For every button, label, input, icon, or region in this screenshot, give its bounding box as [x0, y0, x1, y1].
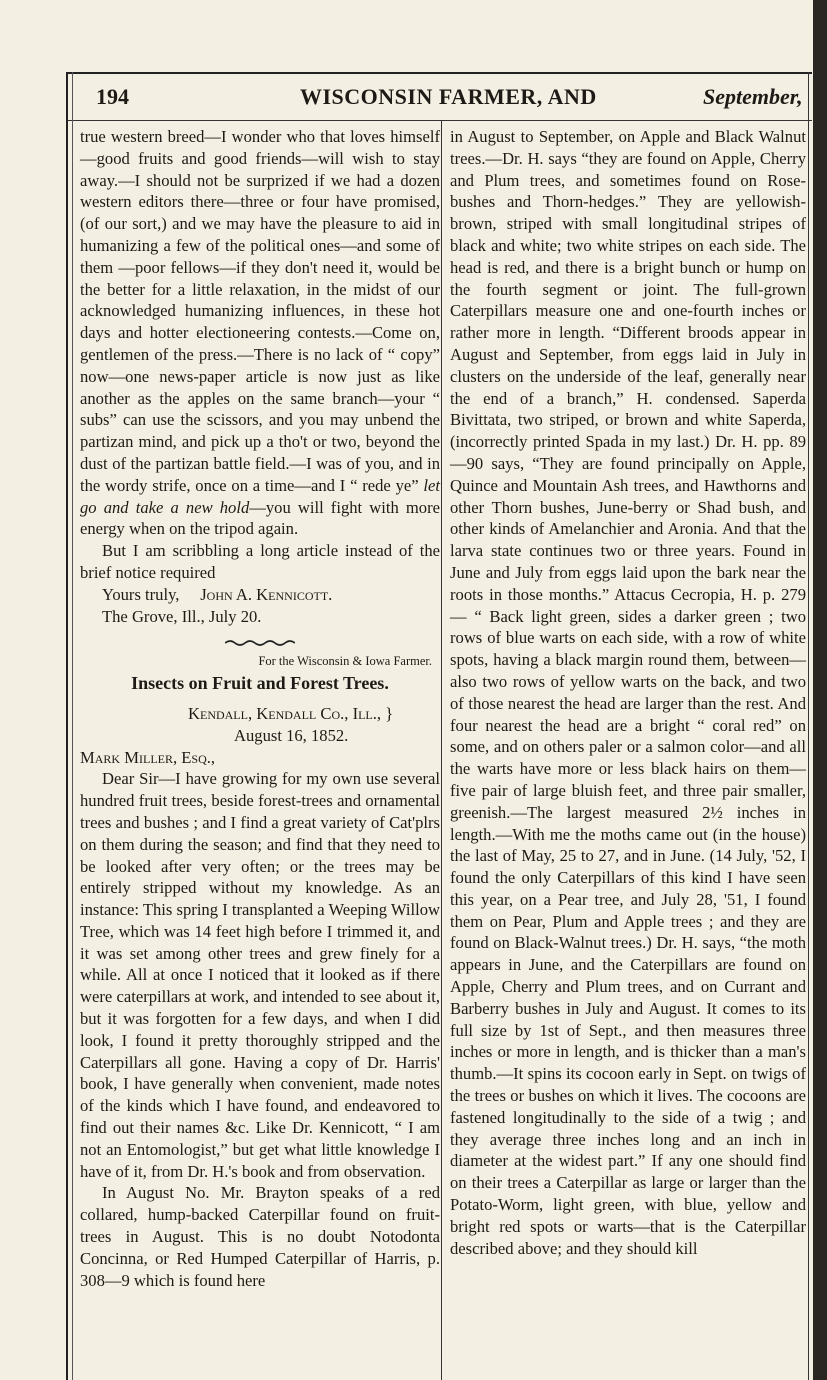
- top-border-rule: [66, 72, 812, 74]
- signer-name: John A. Kennicott.: [200, 584, 333, 604]
- running-month: September,: [703, 84, 803, 109]
- left-column-body: [80, 126, 440, 540]
- signature-line: [80, 584, 440, 606]
- right-border-rule: [808, 72, 809, 1380]
- ornamental-rule: [80, 631, 440, 653]
- letter-paragraph-2: In August No. Mr. Brayton speaks of a red collared, hump-backed Caterpillar found on fruit-trees in August. This is no doubt Notodonta Concinna, or Red Humped Caterpillar of Harris, p. 308—9 which is found here: [80, 1183, 440, 1290]
- sign-off: Yours truly,: [102, 584, 180, 604]
- left-body-italic: let go and take a new hold: [80, 475, 440, 517]
- page-number: 194: [96, 84, 129, 109]
- article-title: Insects on Fruit and Forest Trees.: [131, 673, 389, 694]
- wavy-rule-ornament: [225, 639, 295, 647]
- brace-icon: }: [385, 703, 394, 723]
- left-inner-rule: [72, 72, 73, 1380]
- running-title: WISCONSIN FARMER, AND: [300, 84, 597, 109]
- binding-shadow: [813, 0, 827, 1380]
- left-body-tail: —you will fight with more energy when on the tripod again.: [80, 497, 440, 539]
- right-column: [450, 126, 806, 1259]
- left-column: [80, 126, 440, 1291]
- column-divider-rule: [441, 120, 442, 1380]
- letter-paragraph-1: Dear Sir—I have growing for my own use several hundred fruit trees, beside forest-trees and ornamental trees and bushes ; and I find a great variety of Cat'plrs on them during the season; and find that they need to be looked after very often; or the trees may be entirely stripped without my knowledge. As an instance: This spring I transplanted a Weeping Willow Tree, which was 14 feet high before I trimmed it, and it was set among other trees and grew finely for a while. All at once I noticed that it looked as if there were caterpillars at work, and intended to see about it, but it was forgotten for a few days, and when I did look, I found it pretty thoroughly stripped and the Caterpillars all gone. Having a copy of Dr. Harris' book, I have generally when convenient, made notes of the kinds which I have found, and endeavored to find out their names &c. Like Dr. Kennicott, “ I am not an Entomologist,” but get what little knowledge I have of it, from Dr. H.'s book and from observation.: [80, 769, 440, 1181]
- left-border-rule: [66, 72, 68, 1380]
- right-column-body: in August to September, on Apple and Black Walnut trees.—Dr. H. says “they are found on Apple, Cherry and Plum trees, and sometimes found on Rose-bushes and Thorn-hedges.” They are yellowish-brown, striped with small longitudinal stripes of black and white; two white stripes on each side. The head is red, and there is a bright bunch or hump on the fourth segment or joint. The full-grown Caterpillars measure one and one-fourth inches or rather more in length. “Different broods appear in August and September, from eggs laid in July in clusters on the underside of the leaf, generally near the end of a branch,” H. condensed. Saperda Bivittata, two striped, or brown and white Saperda, (incorrectly printed Spada in my last.) Dr. H. pp. 89—90 says, “They are found principally on Apple, Quince and Mountain Ash trees, and Hawthorns and other Thorn bushes, June-berry or Shad bush, and other kinds of Amelanchier and Aronia. And that the larva state continues two or three years. Found in June and July from eggs laid upon the bark near the roots in those months.” Attacus Cecropia, H. p. 279— “ Back light green, sides a darker green ; two rows of blue warts on each side, with a row of white spots, having a black margin round them, between—also two rows of yellow warts on the back, and two of those nearest the head are larger than the rest. And four nearest the head are a bright “ coral red” on some, and on others paler or a salmon color—and all the warts have more or less black hairs on them—five pair of large bluish feet, and three pair smaller, greenish.—The largest measured 2½ inches in length.—With me the moths came out (in the house) the last of May, 25 to 27, and in June. (14 July, '52, I found the only Caterpillars of this kind I have seen this year, on a Pear tree, and July 28, '51, I found them on Pear, Plum and Apple trees ; and they are found on Black-Walnut trees.) Dr. H. says, “the moth appears in June, and the Caterpillars are found on Apple, Cherry and Plum trees, and on Currant and Barberry bushes in July and August. It comes to its full size by 1st of Sept., and then measures three inches or more in length, and is thicker than a man's thumb.—It spins its cocoon early in Sept. on twigs of the trees or bushes on which it lives. The cocoons are fastened longitudinally to the side of a twig ; and they average three inches long and an inch in diameter at the widest part.” If any one should find on their trees a Caterpillar as large or larger than the Potato-Worm, light green, with blue, yellow and bright red spots or warts—that is the Caterpillar described above; and they should kill: [450, 127, 806, 1258]
- place-date: The Grove, Ill., July 20.: [102, 606, 262, 626]
- dateline-place-text: Kendall, Kendall Co., Ill.,: [188, 703, 382, 723]
- closing-paragraph: But I am scribbling a long article instead of the brief notice required: [80, 541, 440, 582]
- article-credit: For the Wisconsin & Iowa Farmer.: [258, 654, 432, 669]
- salutation: Mark Miller, Esq.,: [80, 747, 216, 767]
- dateline-date: August 16, 1852.: [234, 725, 349, 745]
- left-body-text: true western breed—I wonder who that loves himself—good fruits and good friends—will wish to stay away.—I should not be surprized if we had a dozen western editors there—three or four have promised, (of our sort,) and we may have the pleasure to aid in humanizing a few of the political ones—and some of them —poor fellows—if they don't need it, would be the better for a little relaxation, in the midst of our acknowledged humanizing influences, in these hot days and hotter electioneering contests.—Come on, gentlemen of the press.—There is no lack of “ copy” now—one news-paper article is now just as like another as the apples on the same branch—your “ subs” can use the scissors, and you may unbend the partizan mind, and pick up a tho't or two, beyond the dust of the partizan battle field.—I was of you, and in the wordy strife, once on a time—and I “ rede ye”: [80, 127, 440, 495]
- dateline-place: [188, 703, 440, 725]
- header-underline-rule: [66, 120, 812, 121]
